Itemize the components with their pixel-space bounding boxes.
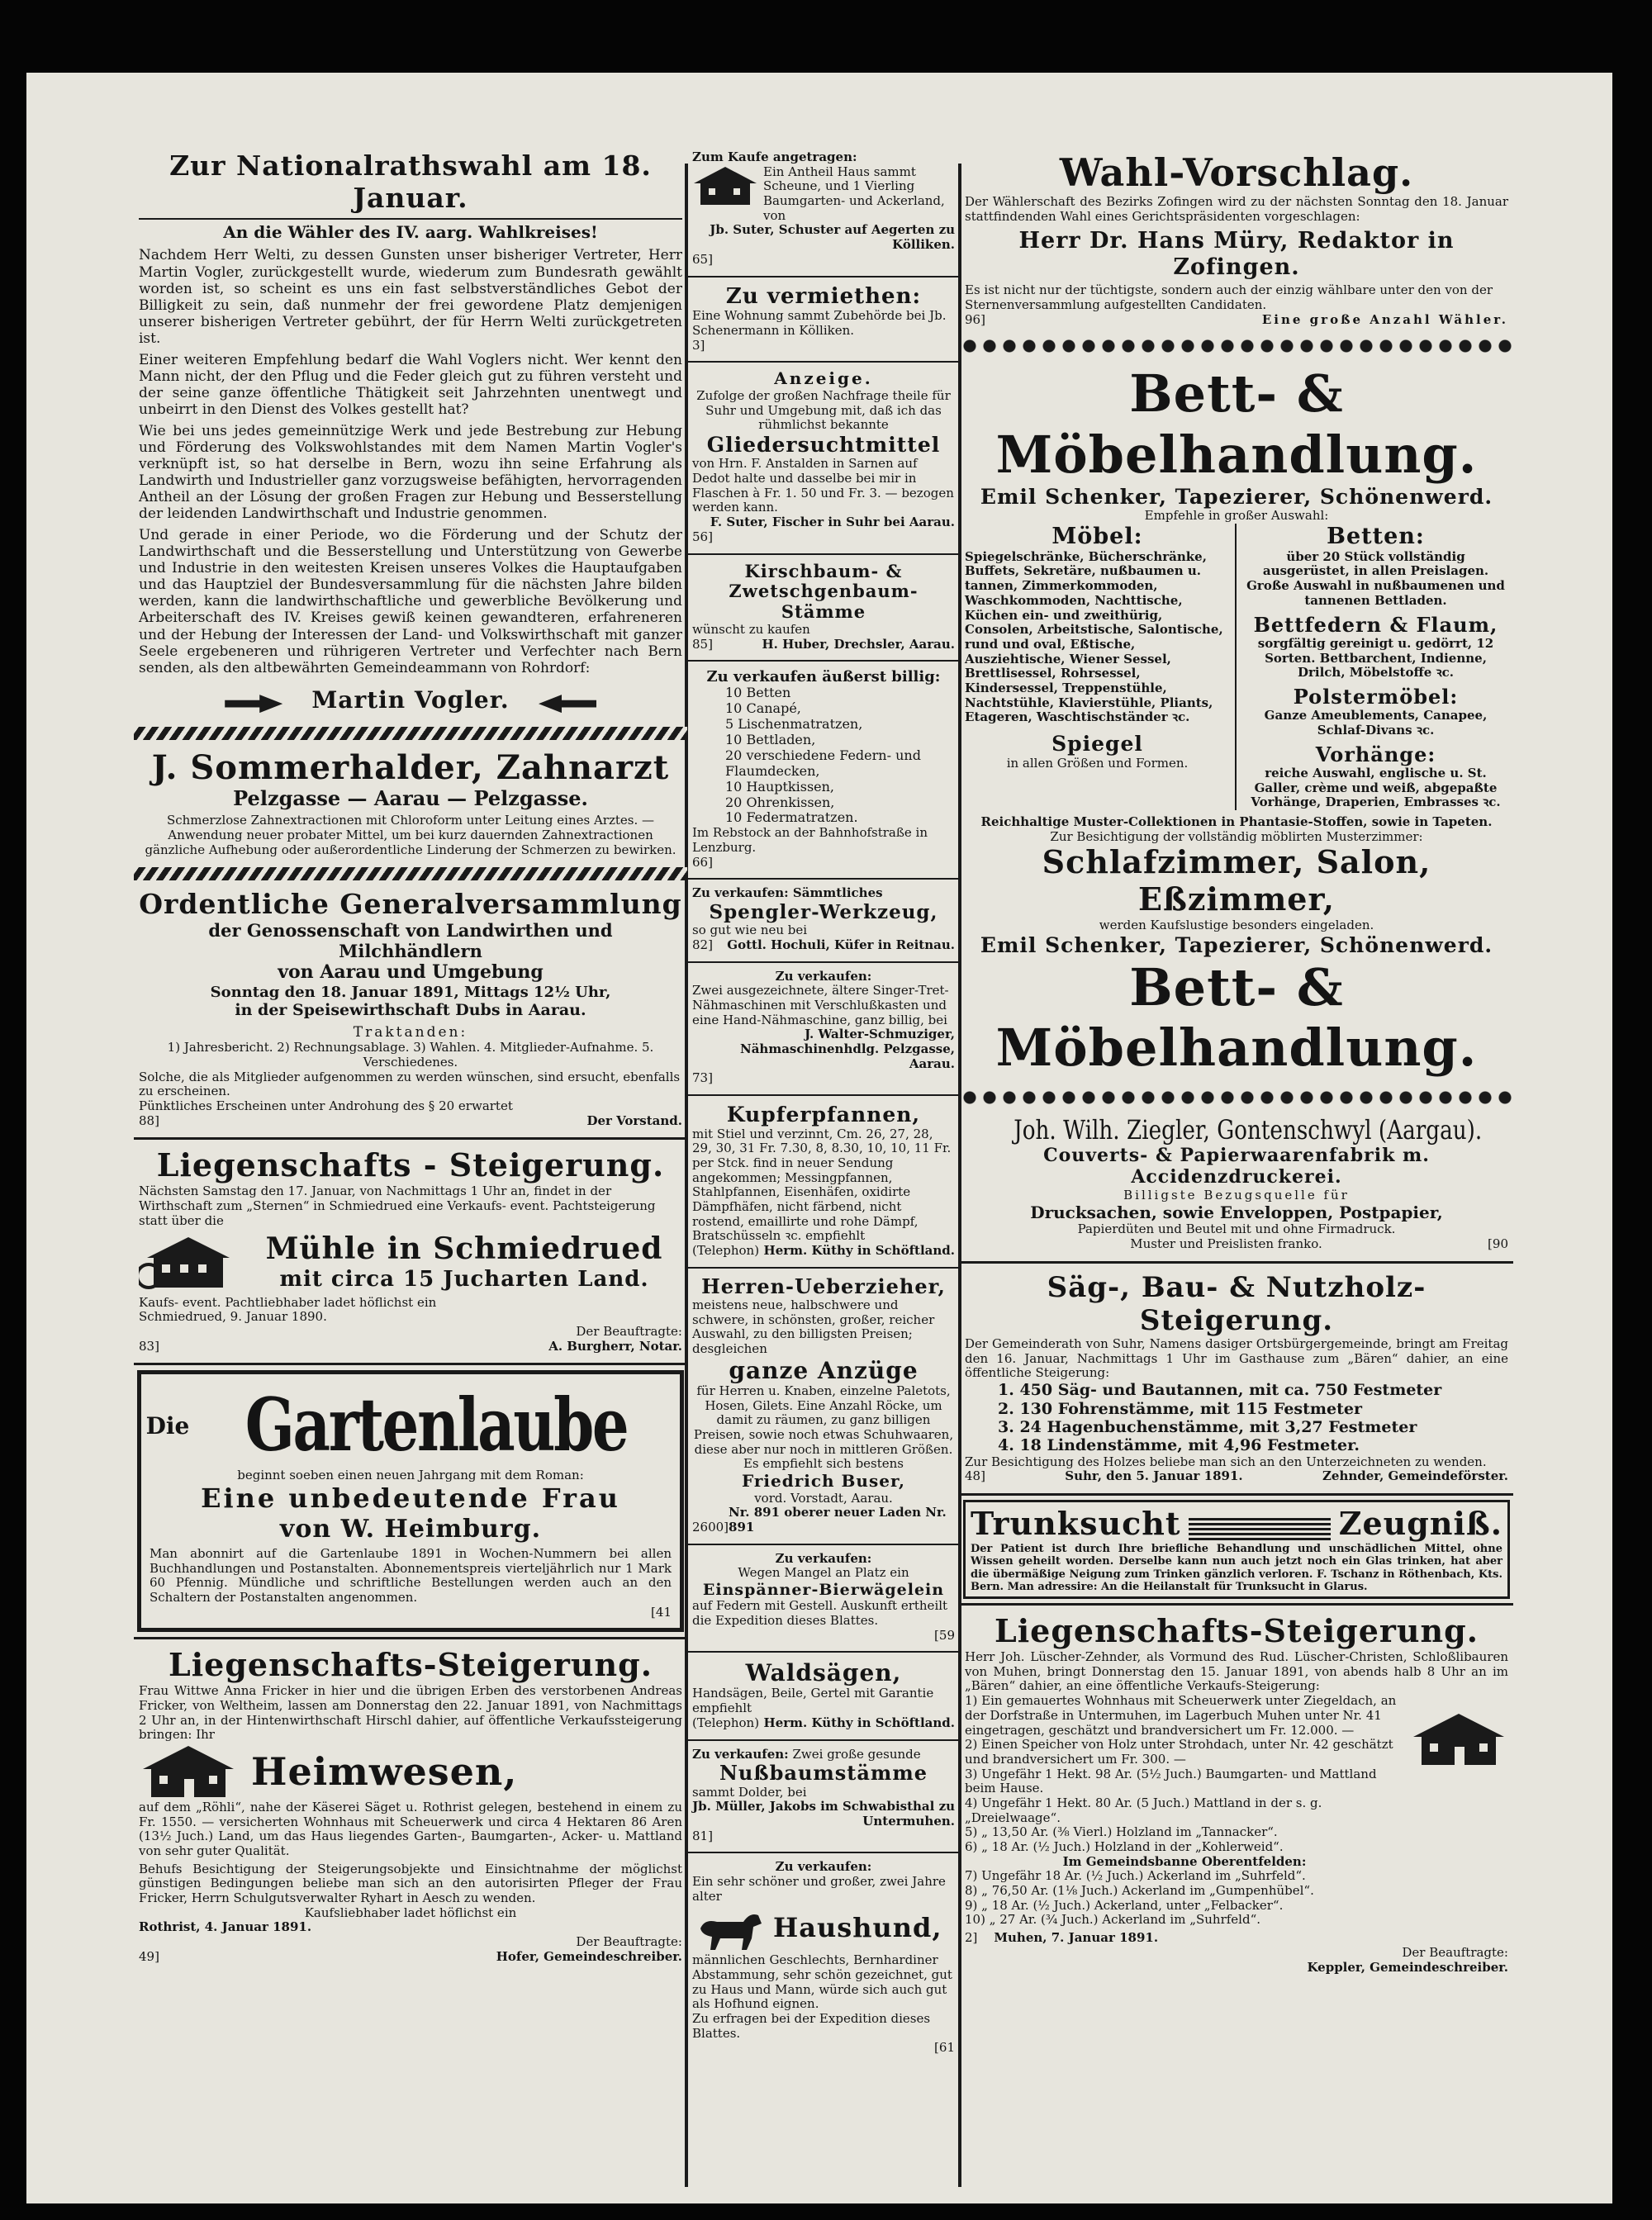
ad-text: Papierdüten und Beutel mit und ohne Firmadruck. [1077, 1221, 1396, 1237]
house-icon [692, 165, 758, 206]
ad-head: Zu verkaufen: [775, 1859, 872, 1875]
ad-text: Es empfiehlt sich bestens [743, 1456, 904, 1472]
ad-title: Bett- & Möbelhandlung. [995, 363, 1478, 485]
ad-text: Empfehle in großer Auswahl: [1144, 508, 1329, 524]
ad-text: Nächsten Samstag den 17. Januar, von Nachmittags 1 Uhr an, findet in der Wirthschaft zum „Sternen“ in Schmiedrued eine Verkaufs- event. Pachtsteigerung statt über die [139, 1184, 656, 1228]
ad-title: Liegenschafts - Steigerung. [156, 1146, 665, 1184]
ad-headline: Herren-Ueberzieher, [701, 1274, 946, 1298]
list-item: 5 Lischenmatratzen, [725, 716, 863, 733]
mill-block [139, 1231, 682, 1292]
ad-sommerhalder [134, 745, 687, 863]
ad-headline: Kupferpfannen, [726, 1103, 921, 1127]
divider [134, 1637, 687, 1639]
ad-title: Säg-, Bau- & Nutzholz-Steigerung. [1047, 1270, 1427, 1337]
moebel-column [965, 524, 1237, 810]
ad-bierwaegelein [687, 1549, 960, 1648]
ad-head: Zu vermiethen: [725, 283, 922, 309]
list-item: 10 Canapé, [725, 700, 801, 717]
ad-text: Zu erfragen bei der Expedition dieses Blattes. [692, 2011, 931, 2041]
ad-subtitle: der Genossenschaft von Landwirthen und Milchhändlern [208, 920, 613, 961]
ad-signature: Eine große Anzahl Wähler. [1261, 311, 1508, 327]
farmhouse-icon [1409, 1710, 1508, 1768]
ad-number: 88] [139, 1112, 159, 1128]
ad-footer [965, 1931, 1508, 1946]
list-item: 6) „ 18 Ar. (½ Juch.) Holzland in der „Kohlerweid“. [965, 1839, 1284, 1854]
list-item: 20 verschiedene Federn- und Flaumdecken, [725, 747, 921, 779]
ad-signature: Keppler, Gemeindeschreiber. [1307, 1959, 1508, 1975]
ad-tel: (Telephon) [692, 1715, 760, 1730]
ad-liegenschaft-muhen [960, 1610, 1513, 1980]
ad-number: 2] [965, 1930, 978, 1946]
ad-headline: Gliedersuchtmittel [706, 432, 941, 457]
ad-footer [692, 1716, 955, 1731]
divider [687, 1651, 960, 1653]
ad-liegenschaft-rothrist [134, 1644, 687, 1969]
ad-number: 82] [692, 937, 713, 952]
ad-head: Zum Kaufe angetragen: [692, 149, 857, 164]
section-text: sorgfältig gereinigt u. gedörrt, 12 Sorten. Bettbarchent, Indienne, Drilch, Möbelstoffe ꝛc. [1257, 635, 1494, 681]
divider [134, 1137, 687, 1140]
list-item: 9) „ 18 Ar. (½ Juch.) Ackerland, unter „Felbacker“. [965, 1897, 1284, 1913]
ad-headline: Spengler-Werkzeug, [709, 901, 938, 924]
list-item: 4. 18 Lindenstämme, mit 4,96 Festmeter. [998, 1436, 1360, 1455]
ad-signature: Jb. Müller, Jakobs im Schwabisthal zu Untermuhen. [692, 1799, 955, 1829]
list-item: 7) Ungefähr 18 Ar. (½ Juch.) Ackerland im „Suhrfeld“. [965, 1868, 1306, 1884]
section-head: Polstermöbel: [1293, 684, 1459, 709]
ad-place: Rothrist, 4. Januar 1891. [139, 1919, 312, 1935]
item-list [965, 1694, 1404, 1928]
ad-text: Herr Joh. Lüscher-Zehnder, als Vormund des Rud. Lüscher-Christen, Schloßlibauren von Muhen, bringt Donnerstag den 15. Januar 1891, von abends halb 8 Uhr an im „Bären“ dahier, an eine öffentliche Verkaufs-Steigerung: [965, 1649, 1508, 1694]
ad-signature: Der Beauftragte: [1402, 1944, 1508, 1960]
ad-signature: A. Burgherr, Notar. [548, 1338, 682, 1354]
ad-owner: Emil Schenker, Tapezierer, Schönenwerd. [980, 932, 1493, 957]
list-item: 10 Betten [725, 685, 791, 701]
two-columns [965, 524, 1508, 810]
ad-text: Der Patient ist durch Ihre briefliche Behandlung und unschädlichen Mittel, ohne Wissen geheilt worden. Derselbe kann nun auch jetzt noch ein Glas trinken, hat aber die übermäßige Neigung zum Trinken gänzlich verloren. F. Tschanz in Röthenbach, Kts. Bern. Man adressire: An die Heilanstalt für Trunksucht in Glarus. [971, 1542, 1502, 1593]
ad-text: Der Wählerschaft des Bezirks Zofingen wird zu der nächsten Sonntag den 18. Januar stattfindenden Wahl eines Gerichtspräsidenten vorgeschlagen: [965, 194, 1508, 224]
ad-text: männlichen Geschlechts, Bernhardiner Abstammung, sehr schön gezeichnet, gut zu Haus und Mann, würde sich auch gut als Hofhund eignen. [692, 1952, 952, 2012]
ad-head: Zwei große gesunde [792, 1746, 921, 1762]
ad-title: Wahl-Vorschlag. [1059, 150, 1414, 195]
ad-head: Zu verkaufen: [692, 1746, 789, 1762]
divider [687, 1739, 960, 1741]
gartenlaube-die: Die [145, 1411, 190, 1440]
ad-text: Frau Wittwe Anna Fricker in hier und die übrigen Erben des verstorbenen Andreas Fricker, von Weltheim, lassen am Donnerstag den 22. Januar 1891, von Nachmittags 2 Uhr an, in der Hintenwirthschaft Hirschl dahier, auf öffentliche Verkaufssteigerung bringen: Ihr [139, 1683, 682, 1743]
ad-holz-steigerung [960, 1268, 1513, 1489]
ad-signature: Zehnder, Gemeindeförster. [1322, 1468, 1508, 1484]
ad-nationalrathswahl [134, 147, 687, 722]
candidate-name: Martin Vogler. [311, 685, 510, 714]
ad-subtitle: An die Wähler des IV. aarg. Wahlkreises! [223, 221, 598, 242]
dog-icon [692, 1904, 767, 1953]
ad-head: Zu verkaufen: [775, 968, 872, 984]
ad-text: Es ist nicht nur der tüchtigste, sondern auch der einzig wählbare unter den von der Sternenversammlung aufgestellten Candidaten. [965, 282, 1493, 313]
ad-number: 66] [692, 854, 713, 870]
gartenlaube-title: Gartenlaube [245, 1382, 628, 1468]
ad-number: 2600] [692, 1519, 729, 1535]
ad-signature: Gottl. Hochuli, Küfer in Reitnau. [727, 937, 955, 952]
ad-paragraph: Einer weiteren Empfehlung bedarf die Wahl Voglers nicht. Wer kennt den Mann nicht, der den Pflug und die Feder gleich gut zu führen versteht und der seine ganze öffentliche Thätigkeit seit Jahrzehnten unentwegt und unbeirrt in den Dienst des Volkes gestellt hat? [139, 351, 682, 418]
ad-number: 56] [692, 529, 713, 544]
section-head: Spiegel [1051, 732, 1143, 757]
ad-number: 83] [139, 1338, 159, 1354]
section-head: Vorhänge: [1315, 742, 1436, 766]
ad-text: Eine Wohnung sammt Zubehörde bei Jb. Schenermann in Kölliken. [692, 308, 947, 338]
divider [960, 1261, 1513, 1264]
ad-footer [692, 938, 955, 953]
divider [687, 1544, 960, 1545]
list-item: 2) Einen Speicher von Holz unter Strohdach, unter Nr. 42 geschätzt und brandversichert um Fr. 300. — [965, 1737, 1393, 1767]
list-item: 5) „ 13,50 Ar. (⅜ Vierl.) Holzland im „Tannacker“. [965, 1824, 1278, 1840]
mill-icon [139, 1233, 238, 1291]
ornament-band [1189, 1518, 1330, 1543]
ad-gartenlaube [137, 1370, 684, 1632]
divider [687, 1094, 960, 1096]
ad-number: [41 [651, 1604, 672, 1620]
ad-title: Joh. Wilh. Ziegler, Gontenschwyl (Aargau). [1014, 1113, 1483, 1146]
farmhouse-icon [139, 1743, 238, 1800]
ad-text: auf Federn mit Gestell. Auskunft ertheilt die Expedition dieses Blattes. [692, 1598, 948, 1629]
pointing-hand-icon [539, 695, 596, 713]
ad-signature: F. Suter, Fischer in Suhr bei Aarau. [710, 515, 955, 530]
divider [687, 276, 960, 278]
ad-title: Trunksucht [971, 1505, 1181, 1543]
section-text: Spiegelschränke, Bücherschränke, Buffets, Sekretäre, nußbaumen u. tannen, Zimmerkommoden, Waschkommoden, Nachttische, Küchen ein- und zweithürig, Consolen, Arbeitstische, Salontische, rund und oval, Eßtische, Ausziehtische, Wiener Sessel, Brettlisessel, Rohrsessel, Kindersessel, Treppenstühle, Nachtstühle, Klavierstühle, Pliants, Etageren, Waschtischständer ꝛc. [965, 548, 1223, 725]
list-item: 10 Hauptkissen, [725, 778, 835, 795]
ad-footer [139, 1114, 682, 1129]
item-list [965, 1381, 1508, 1455]
list-item: 1) Ein gemauertes Wohnhaus mit Scheuerwerk unter Ziegeldach, an der Dorfstraße in Untermuhen, im Lagerbuch Muhen unter Nr. 41 eingetragen, geschätzt und brandversichert um Fr. 12.000. — [965, 1693, 1397, 1738]
ad-place: Schmiedrued, 9. Januar 1890. [139, 1309, 327, 1325]
ad-number: 73] [692, 1070, 713, 1086]
ornament-band [960, 1089, 1513, 1107]
section-head: Bettfedern & Flaum, [1253, 612, 1498, 637]
section-text: reiche Auswahl, englische u. St. Galler, crème und weiß, abgepaßte Vorhänge, Draperien, Embrasses ꝛc. [1251, 765, 1501, 810]
ad-place: Muhen, 7. Januar 1891. [994, 1930, 1159, 1946]
ad-wahl-vorschlag [960, 147, 1513, 332]
ad-signature: Friedrich Buser, [742, 1470, 905, 1491]
ad-paragraph: Wie bei uns jedes gemeinnützige Werk und jede Bestrebung zur Hebung und Förderung des Volkswohlstandes mit dem Namen Martin Vogler's verknüpft ist, so hat derselbe in Bern, wozu ihn seine Erfahrung als Landwirth und Industrieller ganz vorzugsweise befähigten, hervorragenden Antheil an der Lösung der großen Fragen zur Hebung und Besserstellung der leidenden Landwirthschaft und Industrie genommen. [139, 422, 682, 523]
ad-text: Reichhaltige Muster-Collektionen in Phantasie-Stoffen, sowie in Tapeten. [980, 814, 1493, 829]
ad-text: Handsägen, Beile, Gertel mit Garantie empfiehlt [692, 1686, 934, 1716]
ad-title: Liegenschafts-Steigerung. [169, 1646, 653, 1684]
ad-bett-moebel [960, 360, 1513, 1083]
ad-text: Zufolge der großen Nachfrage theile für Suhr und Umgebung mit, daß ich das rühmlichst bekannte [696, 387, 951, 433]
ad-title: Zur Nationalrathswahl am 18. Januar. [169, 149, 652, 214]
divider [687, 361, 960, 363]
ad-kirschbaum [687, 558, 960, 657]
ad-tel: (Telephon) [692, 1243, 760, 1259]
ad-number: 81] [692, 1828, 713, 1843]
ad-number: [90 [1488, 1236, 1508, 1252]
ad-footer [139, 1950, 682, 1965]
ad-text: so gut wie neu bei [692, 923, 808, 938]
column-left [134, 147, 687, 1969]
ad-footer [965, 1237, 1508, 1252]
ad-text: Ein sehr schöner und großer, zwei Jahre alter [692, 1873, 946, 1904]
list-item: 1. 450 Säg- und Bautannen, mit ca. 750 Festmeter [998, 1381, 1442, 1400]
divider [139, 218, 682, 220]
ad-spengler [687, 883, 960, 957]
candidate-name: Herr Dr. Hans Müry, Redaktor in Zofingen. [1018, 227, 1455, 280]
ornament-band [134, 727, 687, 740]
ad-liegenschaft-schmiedrued [134, 1144, 687, 1359]
divider [687, 961, 960, 963]
list-item: 10) „ 27 Ar. (¾ Juch.) Ackerland im „Suhrfeld“. [965, 1912, 1261, 1928]
section-text: über 20 Stück vollständig ausgerüstet, in allen Preislagen. Große Auswahl in nußbaumenen und tannenen Bettladen. [1246, 548, 1505, 608]
ad-text: beginnt soeben einen neuen Jahrgang mit dem Roman: [237, 1468, 584, 1483]
section-text: in allen Größen und Formen. [1006, 755, 1189, 771]
ad-herren-ueberzieher [687, 1272, 960, 1540]
ad-headline: Kirschbaum- & Zwetschgenbaum-Stämme [729, 560, 919, 623]
ad-number: 96] [965, 311, 985, 327]
ad-signature: Der Vorstand. [586, 1112, 682, 1128]
ad-number: 3] [692, 337, 705, 353]
divider [960, 1493, 1513, 1496]
ad-headline: ganze Anzüge [729, 1356, 919, 1384]
ad-verkaufen-billig [687, 665, 960, 875]
ad-signature: Der Beauftragte: [576, 1934, 682, 1950]
ad-text: Muster und Preislisten franko. [1130, 1236, 1322, 1252]
divider [960, 1603, 1513, 1606]
ad-author: von W. Heimburg. [279, 1514, 542, 1544]
section-text: Ganze Ameublements, Canapee, Schlaf-Divans ꝛc. [1264, 708, 1488, 738]
ad-signature: J. Walter-Schmuziger, Nähmaschinenhdlg. Pelzgasse, Aarau. [740, 1027, 955, 1071]
divider [687, 1267, 960, 1269]
ad-signature: vord. Vorstadt, Aarau. [754, 1490, 893, 1506]
list-item: 4) Ungefähr 1 Hekt. 80 Ar. (5 Juch.) Mattland in der s. g. „Dreielwaage“. [965, 1795, 1322, 1825]
ad-number: [61 [934, 2040, 955, 2056]
ad-subtitle: von Aarau und Umgebung [278, 961, 544, 983]
ad-headline: Schlafzimmer, Salon, Eßzimmer, [1042, 843, 1431, 918]
ad-signature: H. Huber, Drechsler, Aarau. [762, 636, 955, 652]
list-item: 3) Ungefähr 1 Hekt. 98 Ar. (5½ Juch.) Baumgarten- und Mattland beim Hause. [965, 1766, 1377, 1796]
ad-owner: Emil Schenker, Tapezierer, Schönenwerd. [980, 484, 1493, 509]
ad-zum-kaufe [687, 147, 960, 273]
ad-paragraph: Und gerade in einer Periode, wo die Förderung und der Schutz der Landwirthschaft und die Besserstellung und Unterstützung von Gewerbe und Industrie in den weitesten Kreisen unseres Volkes die Hauptaufgaben und das Hauptziel der Bundesversammlung für die nächsten Jahre bilden werden, kann die landwirthschaftliche und gewerbliche Bevölkerung und Arbeiterschaft des IV. Kreises gewiß keinen gewandteren, erfahreneren und der Hebung der Interessen der Land- und Volkswirthschaft mit ganzer Seele ergebeneren und rührigeren Vertreter und Verfechter nach Bern senden, als den altbewährten Gemeindeammann von Rohrdorf: [139, 527, 682, 676]
ad-footer [692, 638, 955, 652]
ad-text: Der Gemeinderath von Suhr, Namens dasiger Ortsbürgergemeinde, bringt am Freitag den 16. Januar, Nachmittags 1 Uhr im Gasthause zum „Bären“ dahier, an eine öffentliche Steigerung: [965, 1336, 1508, 1381]
ad-items: 1) Jahresbericht. 2) Rechnungsablage. 3) Wahlen. 4. Mitglieder-Aufnahme. 5. Verschiedenes. [167, 1040, 654, 1070]
ad-text: für Herren u. Knaben, einzelne Paletots, Hosen, Gilets. Eine Anzahl Röcke, um damit zu räumen, zu ganz billigen Preisen, sowie noch etwas Schuhwaaren, diese aber nur noch in mittleren Größen. [693, 1383, 954, 1457]
ad-title: Liegenschafts-Steigerung. [995, 1612, 1479, 1650]
ad-text: auf dem „Röhli“, nahe der Käserei Säget u. Rothrist gelegen, bestehend in einem zu Fr. 1550. — versicherten Wohnhaus mit Scheuerwerk und circa 4 Hektaren 86 Aren (13½ Juch.) Land, um das Haus liegendes Garten-, Baumgarten-, Acker- u. Mattland von sehr guter Qualität. [139, 1799, 682, 1858]
ornament-band [960, 337, 1513, 355]
ad-headline: Haushund, [773, 1912, 942, 1944]
ad-number: 65] [692, 251, 713, 267]
ad-signature: Der Beauftragte: [576, 1323, 682, 1339]
ad-text: werden Kaufslustige besonders eingeladen. [1099, 918, 1374, 932]
ad-place: Suhr, den 5. Januar 1891. [1065, 1468, 1243, 1484]
ad-headline: Einspänner-Bierwägelein [702, 1580, 945, 1599]
ad-head: Zu verkaufen: Sämmtliches [692, 885, 883, 901]
ad-number: 85] [692, 636, 713, 652]
ad-signature: Herm. Küthy in Schöftland. [763, 1715, 955, 1730]
ad-place: in der Speisewirthschaft Dubs in Aarau. [235, 1000, 586, 1019]
divider [687, 878, 960, 880]
ad-address: Pelzgasse — Aarau — Pelzgasse. [233, 785, 588, 810]
item-list [692, 685, 955, 826]
column-middle [687, 147, 960, 2061]
ad-title: Zeugniß. [1338, 1505, 1502, 1543]
candidate-line [139, 686, 682, 714]
ad-footer [965, 1469, 1508, 1484]
ad-head: Anzeige. [774, 368, 873, 389]
trunksucht-header [971, 1506, 1502, 1543]
ad-signature: Jb. Suter, Schuster auf Aegerten zu Kölliken. [710, 222, 955, 253]
ad-text: Schmerzlose Zahnextractionen mit Chloroform unter Leitung eines Arztes. — Anwendung neuer probater Mittel, um bei kurz dauernden Zahnextractionen gänzliche Aufhebung oder außerordentliche Linderung der Schmerzen zu bewirken. [145, 813, 676, 857]
ad-headline: Eine unbedeutende Frau [201, 1482, 620, 1514]
ad-text: Im Rebstock an der Bahnhofstraße in Lenzburg. [692, 825, 928, 855]
ad-title: Ordentliche Generalversammlung [139, 888, 682, 921]
ad-text: Zur Besichtigung der vollständig möblirten Musterzimmer: [1050, 828, 1423, 844]
divider [687, 553, 960, 555]
ad-footer [965, 313, 1508, 328]
list-item: 20 Ohrenkissen, [725, 794, 835, 810]
section-head: Betten: [1327, 523, 1425, 549]
ad-text: Wegen Mangel an Platz ein [738, 1565, 909, 1581]
betten-column [1243, 524, 1508, 810]
ad-kupferpfannen [687, 1099, 960, 1264]
ad-naehmaschinen [687, 966, 960, 1092]
ad-haushund [687, 1857, 960, 2061]
divider [687, 1852, 960, 1853]
ad-text: Zwei ausgezeichnete, ältere Singer-Tret-Nähmaschinen mit Verschlußkasten und eine Hand-Nähmaschine, ganz billig, bei [692, 983, 949, 1027]
divider [134, 1363, 687, 1365]
ad-text: Kaufsliebhaber ladet höflichst ein [304, 1905, 517, 1920]
ad-date: Sonntag den 18. Januar 1891, Mittags 12½ Uhr, [210, 983, 611, 1001]
ad-text: Ein Antheil Haus sammt Scheune, und 1 Vierling Baumgarten- und Ackerland, von [763, 164, 945, 223]
ad-headline: Nußbaumstämme [719, 1761, 928, 1786]
ad-ziegler [960, 1112, 1513, 1257]
ad-text: meistens neue, halbschwere und schwere, in schönsten, großer, reicher Auswahl, zu den billigsten Preisen; desgleichen [692, 1297, 935, 1357]
ad-text: wünscht zu kaufen [692, 621, 810, 637]
ad-signature: Herm. Küthy in Schöftland. [763, 1243, 955, 1259]
ad-text: Billigste Bezugsquelle für [1123, 1188, 1350, 1203]
pointing-hand-icon [225, 695, 282, 713]
newspaper-page [26, 73, 1612, 2203]
ad-signature: Nr. 891 oberer neuer Laden Nr. 891 [729, 1505, 947, 1535]
list-item: 10 Bettladen, [725, 732, 816, 748]
ad-number: 48] [965, 1468, 985, 1484]
ad-text: von Hrn. F. Anstalden in Sarnen auf Dedot halte und dasselbe bei mir in Flaschen à Fr. 1. 50 und Fr. 3. — bezogen werden kann. [692, 456, 954, 515]
ad-text: Pünktliches Erscheinen unter Androhung des § 20 erwartet [139, 1098, 513, 1114]
section-head: Möbel: [1051, 523, 1143, 549]
ad-subtitle: Couverts- & Papierwaarenfabrik m. Accidenzdruckerei. [1043, 1145, 1430, 1188]
ad-nussbaum [687, 1744, 960, 1849]
ad-number: 49] [139, 1948, 159, 1964]
ad-headline: mit circa 15 Jucharten Land. [279, 1266, 649, 1292]
ad-waldsaegen [687, 1656, 960, 1735]
ad-generalversammlung [134, 885, 687, 1133]
divider [687, 660, 960, 662]
ad-trunksucht [963, 1500, 1510, 1599]
ad-text: Drucksachen, sowie Enveloppen, Postpapier, [1030, 1202, 1443, 1222]
ad-title: Bett- & Möbelhandlung. [995, 957, 1478, 1079]
ad-head: Zu verkaufen: [775, 1550, 872, 1566]
list-item: 8) „ 76,50 Ar. (1⅛ Juch.) Ackerland im „Gumpenhübel“. [965, 1883, 1314, 1899]
ad-signature: Hofer, Gemeindeschreiber. [496, 1948, 682, 1964]
list-item: 2. 130 Fohrenstämme, mit 115 Festmeter [998, 1399, 1362, 1418]
ad-headline: Mühle in Schmiedrued [265, 1231, 663, 1267]
ad-number: [59 [934, 1627, 955, 1643]
ad-anzeige [687, 366, 960, 549]
ad-traktanden: Traktanden: [353, 1024, 468, 1041]
ad-footer [139, 1340, 682, 1354]
list-item: Im Gemeindsbanne Oberentfelden: [1062, 1853, 1307, 1869]
ad-text: Man abonnirt auf die Gartenlaube 1891 in Wochen-Nummern bei allen Buchhandlungen und Postanstalten. Abonnementspreis vierteljährlich nur 1 Mark 60 Pfennig. Mündliche und schriftliche Bestellungen werden auch an den Schaltern der Postanstalten angenommen. [150, 1545, 672, 1605]
ad-title: J. Sommerhalder, Zahnarzt [151, 747, 670, 787]
ad-text: Zur Besichtigung des Holzes beliebe man sich an den Unterzeichneten zu wenden. [965, 1454, 1487, 1469]
ad-footer [692, 1244, 955, 1259]
ad-text: Solche, die als Mitglieder aufgenommen zu werden wünschen, sind ersucht, ebenfalls zu erscheinen. [139, 1069, 681, 1099]
ad-paragraph: Nachdem Herr Welti, zu dessen Gunsten unser bisheriger Vertreter, Herr Martin Vogler, zurückgestellt wurde, wiederum zum Bundesrath gewählt worden ist, so scheint es uns ein fast selbstverständliches Gebot der Billigkeit zu sein, daß nunmehr der frei gewordene Platz demjenigen unserer bisherigen Vertreter gebührt, der für Herrn Welti zurückgetreten ist. [139, 247, 682, 347]
ad-text: mit Stiel und verzinnt, Cm. 26, 27, 28, 29, 30, 31 Fr. 7.30, 8, 8.30, 10, 10, 11 Fr. per Stck. find in neuer Sendung angekommen; Messingpfannen, Stahlpfannen, Eisenhäfen, oxidirte Dämpfhäfen, nicht färbend, nicht rostend, emaillirte und rohe Dämpf, Bratschüsseln ꝛc. empfiehlt [692, 1126, 952, 1244]
ad-text: sammt Dolder, bei [692, 1784, 807, 1800]
ad-text: Kaufs- event. Pachtliebhaber ladet höflichst ein [139, 1294, 437, 1310]
ornament-band [134, 867, 687, 880]
ad-zu-vermiethen [687, 281, 960, 358]
ad-headline: Waldsägen, [745, 1659, 902, 1687]
column-right [960, 147, 1513, 1980]
list-item: 3. 24 Hagenbuchenstämme, mit 3,27 Festmeter [998, 1417, 1417, 1436]
ad-head: Zu verkaufen äußerst billig: [706, 668, 941, 686]
ad-text: Behufs Besichtigung der Steigerungsobjekte und Einsichtnahme der möglichst günstigen Bedingungen beliebe man sich an den autorisirten Pfleger der Frau Fricker, Herrn Schulgutsverwalter Ryhart in Aesch zu wenden. [139, 1861, 682, 1906]
ad-footer [692, 1506, 955, 1535]
ad-headline: Heimwesen, [251, 1748, 518, 1794]
list-item: 10 Federmatratzen. [725, 809, 858, 826]
